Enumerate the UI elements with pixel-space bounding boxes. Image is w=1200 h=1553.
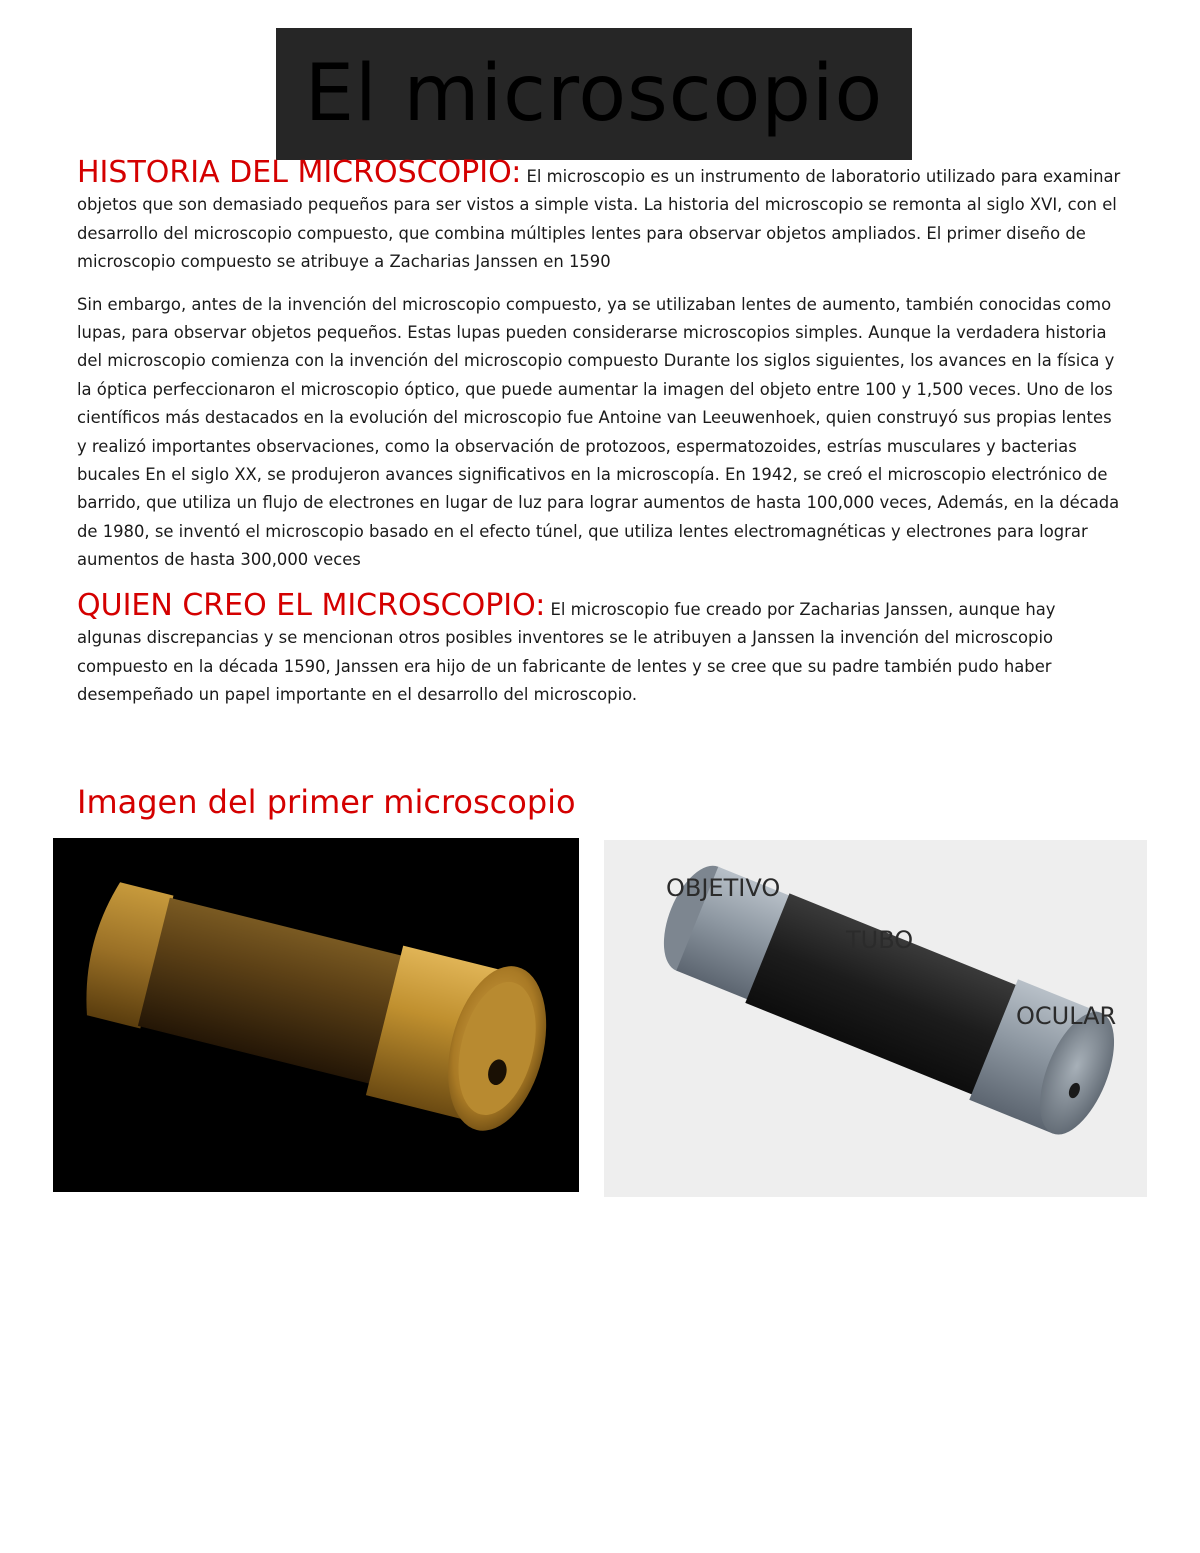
section-inventor xyxy=(77,589,1122,710)
section-history-intro: El microscopio es un instrumento de laboratorio utilizado para examinar objetos que son demasiado pequeños para ser vistos a simple vista. La historia del microscopio se remonta al siglo XVI, con el desarrollo del microscopio compuesto, que combina múltiples lentes para observar objetos ampliados. El primer diseño de microscopio compuesto se atribuye a Zacharias Janssen en 1590 xyxy=(77,167,1121,272)
microscope-diagram xyxy=(604,840,1147,1197)
section-history xyxy=(77,156,1122,277)
image-section-heading: Imagen del primer microscopio xyxy=(77,783,576,821)
section-history-body: Sin embargo, antes de la invención del microscopio compuesto, ya se utilizaban lentes de aumento, también conocidas como lupas, para observar objetos pequeños. Estas lupas pueden considerarse microscopios simples. Aunque la verdadera historia del microscopio comienza con la invención del microscopio compuesto Durante los siglos siguientes, los avances en la física y la óptica perfeccionaron el microscopio óptico, que puede aumentar la imagen del objeto entre 100 y 1,500 veces. Uno de los científicos más destacados en la evolución del microscopio fue Antoine van Leeuwenhoek, quien construyó sus propias lentes y realizó importantes observaciones, como la observación de protozoos, espermatozoides, estrías musculares y bacterias bucales En el siglo XX, se produjeron avances significativos en la microscopía. En 1942, se creó el microscopio electrónico de barrido, que utiliza un flujo de electrones en lugar de luz para lograr aumentos de hasta 100,000 veces, Además, en la década de 1980, se inventó el microscopio basado en el efecto túnel, que utiliza lentes electromagnéticas y electrones para lograr aumentos de hasta 300,000 veces xyxy=(77,294,1120,570)
title-banner xyxy=(276,28,912,160)
label-tubo: TUBO xyxy=(846,926,914,954)
tube-diagram-illustration xyxy=(604,840,1147,1197)
section-inventor-heading: QUIEN CREO EL MICROSCOPIO: xyxy=(77,587,546,623)
document-body xyxy=(77,156,1122,709)
label-objetivo: OBJETIVO xyxy=(666,874,781,902)
brass-microscope-photo xyxy=(53,838,579,1192)
page-title: El microscopio xyxy=(304,49,884,139)
section-inventor-body: El microscopio fue creado por Zacharias Janssen, aunque hay algunas discrepancias y se mencionan otros posibles inventores se le atribuyen a Janssen la invención del microscopio compuesto en la década 1590, Janssen era hijo de un fabricante de lentes y se cree que su padre también pudo haber desempeñado un papel importante en el desarrollo del microscopio. xyxy=(77,599,1056,704)
section-history-heading: HISTORIA DEL MICROSCOPIO: xyxy=(77,155,522,190)
brass-microscope-illustration xyxy=(53,838,579,1192)
label-ocular: OCULAR xyxy=(1016,1002,1117,1030)
